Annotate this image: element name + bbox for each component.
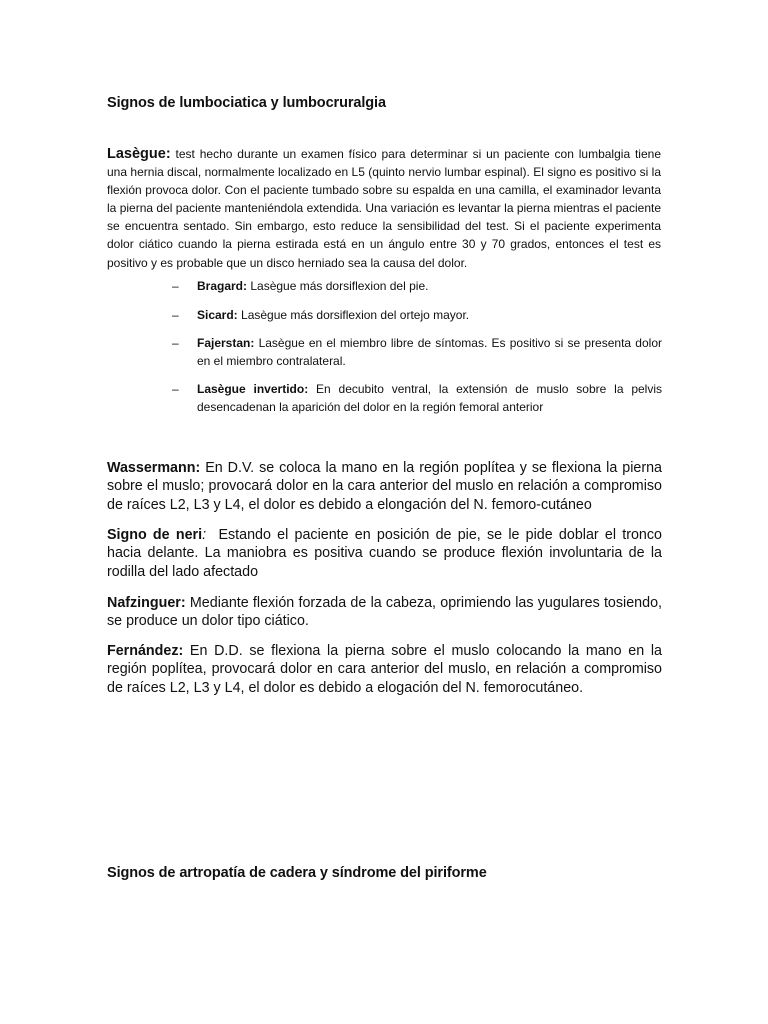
sicard-term: Sicard: <box>197 308 238 322</box>
fajerstan-term: Fajerstan: <box>197 336 255 350</box>
section-heading-artropatia: Signos de artropatía de cadera y síndrome del piriforme <box>107 865 487 881</box>
fernandez-text: En D.D. se flexiona la pierna sobre el muslo colocando la mano en la región poplítea, provocará dolor en cara anterior del muslo, en relación a compromiso de raíces L2, L3 y L4, el dolor es debido a elogación del N. femorocutáneo. <box>107 643 662 696</box>
dash-marker: – <box>172 382 179 396</box>
dash-marker: – <box>172 308 179 322</box>
lasegue-invertido-text: En decubito ventral, la extensión de muslo sobre la pelvis desencadenan la aparición del dolor en la región femoral anterior <box>197 382 663 414</box>
lasegue-paragraph <box>107 145 661 272</box>
neri-colon: : <box>202 527 207 543</box>
list-item-lasegue-invertido <box>174 381 662 416</box>
neri-term: Signo de neri <box>107 527 203 543</box>
section-heading-lumbociatica: Signos de lumbociatica y lumbocruralgia <box>107 95 386 111</box>
fernandez-paragraph <box>107 642 662 697</box>
bragard-term: Bragard: <box>197 279 248 293</box>
nafzinguer-paragraph <box>107 594 662 631</box>
wassermann-term: Wassermann: <box>107 460 201 476</box>
fernandez-term: Fernández: <box>107 643 184 659</box>
lasegue-invertido-term: Lasègue invertido: <box>197 382 309 396</box>
list-item-fajerstan <box>174 335 662 370</box>
dash-marker: – <box>172 279 179 293</box>
wassermann-paragraph <box>107 459 662 514</box>
dash-marker: – <box>172 336 179 350</box>
neri-text: Estando el paciente en posición de pie, se le pide doblar el tronco hacia delante. La maniobra es positiva cuando se produce flexión involuntaria de la rodilla del lado afectado <box>107 527 666 580</box>
lasegue-term: Lasègue: <box>107 146 171 162</box>
sicard-text: Lasègue más dorsiflexion del ortejo mayor. <box>237 308 470 322</box>
bragard-text: Lasègue más dorsiflexion del pie. <box>247 279 429 293</box>
nafzinguer-term: Nafzinguer: <box>107 595 186 611</box>
fajerstan-text: Lasègue en el miembro libre de síntomas. Es positivo si se presenta dolor en el miembro contralateral. <box>197 336 662 368</box>
list-item-bragard <box>174 278 662 296</box>
wassermann-text: En D.V. se coloca la mano en la región poplítea y se flexiona la pierna sobre el muslo; provocará dolor en la cara anterior del muslo en relación a compromiso de raíces L2, L3 y L4, el dolor es debido a elongación del N. femoro-cutáneo <box>107 460 662 513</box>
lasegue-description: test hecho durante un examen físico para determinar si un paciente con lumbalgia tiene una hernia discal, normalmente localizado en L5 (quinto nervio lumbar espinal). El signo es positivo si la flexión provoca dolor. Con el paciente tumbado sobre su espalda en una camilla, el examinador levanta la pierna del paciente manteniéndola extendida. Una variación es levantar la pierna mientras el paciente se encuentra sentado. Sin embargo, esto reduce la sensibilidad del test. Si el paciente experimenta dolor ciático cuando la pierna estirada está en un ángulo entre 30 y 70 grados, entonces el test es positivo y es probable que un disco herniado sea la causa del dolor. <box>107 147 661 270</box>
list-item-sicard <box>174 307 662 325</box>
nafzinguer-text: Mediante flexión forzada de la cabeza, oprimiendo las yugulares tosiendo, se produce un dolor tipo ciático. <box>107 595 662 630</box>
neri-paragraph <box>107 526 666 581</box>
